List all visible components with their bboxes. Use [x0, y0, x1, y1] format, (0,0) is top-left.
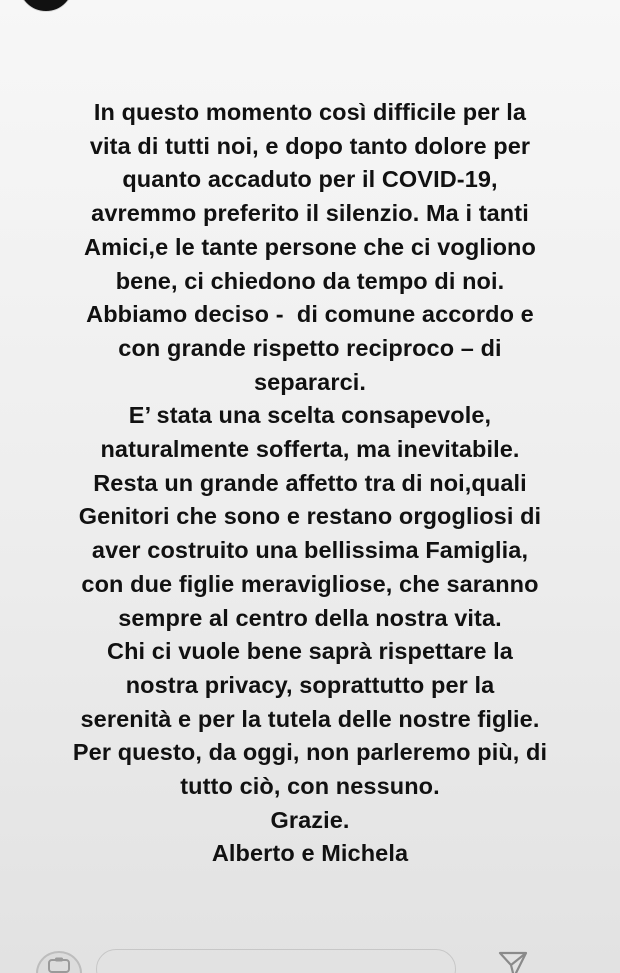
- message-line: Alberto e Michela: [211, 840, 409, 867]
- reply-input[interactable]: [96, 949, 456, 973]
- message-line: Abbiamo deciso - di comune accordo e: [86, 301, 534, 328]
- message-line: con due figlie meravigliose, che saranno: [81, 570, 539, 597]
- camera-icon: [48, 953, 70, 973]
- message-line: separarci.: [253, 368, 367, 395]
- message-line: Genitori che sono e restano orgogliosi di: [78, 503, 542, 530]
- message-line: nostra privacy, soprattutto per la: [125, 671, 495, 698]
- reply-bar: [0, 947, 620, 973]
- message-line: tutto ciò, con nessuno.: [180, 773, 440, 800]
- message-line: naturalmente sofferta, ma inevitabile.: [100, 436, 520, 463]
- message-line: Per questo, da oggi, non parleremo più, di: [72, 739, 548, 766]
- avatar[interactable]: [18, 0, 74, 12]
- message-line: vita di tutti noi, e dopo tanto dolore per: [89, 132, 531, 159]
- message-line: quanto accaduto per il COVID-19,: [122, 166, 498, 193]
- send-button[interactable]: [496, 947, 530, 973]
- message-line: sempre al centro della nostra vita.: [118, 604, 502, 631]
- story-message: [0, 96, 620, 871]
- message-line: con grande rispetto reciproco – di: [118, 334, 502, 361]
- message-line: Amici,e le tante persone che ci vogliono: [84, 233, 536, 260]
- message-line: Chi ci vuole bene saprà rispettare la: [107, 638, 513, 665]
- send-icon: [496, 968, 530, 973]
- message-line: bene, ci chiedono da tempo di noi.: [115, 267, 505, 294]
- message-line: avremmo preferito il silenzio. Ma i tanti: [91, 200, 529, 227]
- camera-button[interactable]: [36, 951, 82, 973]
- message-line: serenità e per la tutela delle nostre figlie.: [80, 705, 540, 732]
- message-line: Grazie.: [270, 806, 350, 833]
- message-line: Resta un grande affetto tra di noi,quali: [93, 469, 527, 496]
- message-line: E’ stata una scelta consapevole,: [128, 402, 492, 429]
- message-line: aver costruito una bellissima Famiglia,: [91, 537, 529, 564]
- message-line: In questo momento così difficile per la: [93, 99, 527, 125]
